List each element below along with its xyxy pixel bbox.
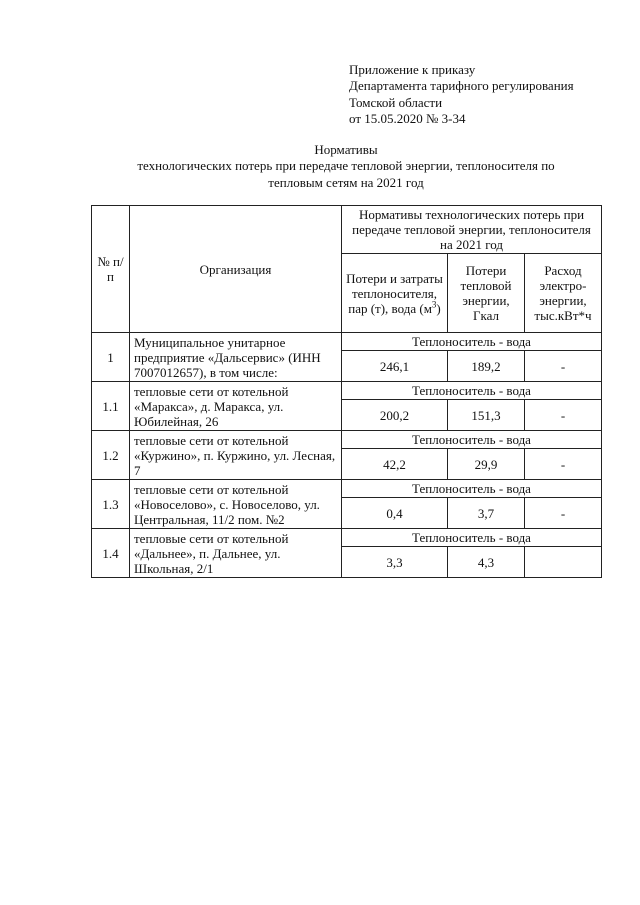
appendix-line: Приложение к приказу bbox=[349, 62, 476, 77]
header-col2: Потери тепловой энергии, Гкал bbox=[448, 254, 525, 333]
row-num: 1.1 bbox=[92, 382, 130, 431]
header-org: Организация bbox=[130, 206, 342, 333]
table-row bbox=[92, 431, 602, 449]
row-num: 1.2 bbox=[92, 431, 130, 480]
row-v1: 246,1 bbox=[342, 351, 448, 382]
row-carrier: Теплоноситель - вода bbox=[342, 382, 602, 400]
row-v3 bbox=[525, 547, 602, 578]
row-v3: - bbox=[525, 400, 602, 431]
row-v3: - bbox=[525, 498, 602, 529]
row-org: тепловые сети от котельной «Маракса», д. Маракса, ул. Юбилейная, 26 bbox=[130, 382, 342, 431]
document-title bbox=[96, 142, 596, 191]
table-row bbox=[92, 333, 602, 351]
header-col3: Расход электро-энергии, тыс.кВт*ч bbox=[525, 254, 602, 333]
header-group: Нормативы технологических потерь при передаче тепловой энергии, теплоносителя на 2021 год bbox=[342, 206, 602, 254]
row-num: 1.3 bbox=[92, 480, 130, 529]
header-col1: Потери и затраты теплоносителя, пар (т), вода $(м^3)$ bbox=[342, 254, 448, 333]
row-v1: 3,3 bbox=[342, 547, 448, 578]
appendix-line: от 15.05.2020 № 3-34 bbox=[349, 110, 466, 126]
row-org: тепловые сети от котельной «Дальнее», п. Дальнее, ул. Школьная, 2/1 bbox=[130, 529, 342, 578]
table-row bbox=[92, 382, 602, 400]
row-v1: 0,4 bbox=[342, 498, 448, 529]
row-carrier: Теплоноситель - вода bbox=[342, 480, 602, 498]
row-org: тепловые сети от котельной «Куржино», п. Куржино, ул. Лесная, 7 bbox=[130, 431, 342, 480]
appendix-block bbox=[349, 62, 574, 127]
row-v2: 4,3 bbox=[448, 547, 525, 578]
row-org: Муниципальное унитарное предприятие «Дальсервис» (ИНН 7007012657), в том числе: bbox=[130, 333, 342, 382]
title-line: Нормативы bbox=[314, 142, 378, 157]
row-v2: 189,2 bbox=[448, 351, 525, 382]
title-line: тепловым сетям на 2021 год bbox=[268, 174, 424, 190]
table-row bbox=[92, 529, 602, 547]
appendix-line: Департамента тарифного регулирования bbox=[349, 78, 574, 94]
row-num: 1 bbox=[92, 333, 130, 382]
table-header-row bbox=[92, 206, 602, 254]
row-v1: 200,2 bbox=[342, 400, 448, 431]
row-num: 1.4 bbox=[92, 529, 130, 578]
row-carrier: Теплоноситель - вода bbox=[342, 333, 602, 351]
header-num: № п/п bbox=[92, 206, 130, 333]
row-carrier: Теплоноситель - вода bbox=[342, 431, 602, 449]
norms-table bbox=[91, 205, 602, 578]
row-v2: 29,9 bbox=[448, 449, 525, 480]
row-carrier: Теплоноситель - вода bbox=[342, 529, 602, 547]
appendix-line: Томской области bbox=[349, 94, 443, 110]
table-row bbox=[92, 480, 602, 498]
title-line: технологических потерь при передаче тепловой энергии, теплоносителя по bbox=[137, 158, 555, 174]
row-org: тепловые сети от котельной «Новоселово», с. Новоселово, ул. Центральная, 11/2 пом. №2 bbox=[130, 480, 342, 529]
row-v2: 151,3 bbox=[448, 400, 525, 431]
row-v1: 42,2 bbox=[342, 449, 448, 480]
row-v3: - bbox=[525, 351, 602, 382]
row-v3: - bbox=[525, 449, 602, 480]
row-v2: 3,7 bbox=[448, 498, 525, 529]
